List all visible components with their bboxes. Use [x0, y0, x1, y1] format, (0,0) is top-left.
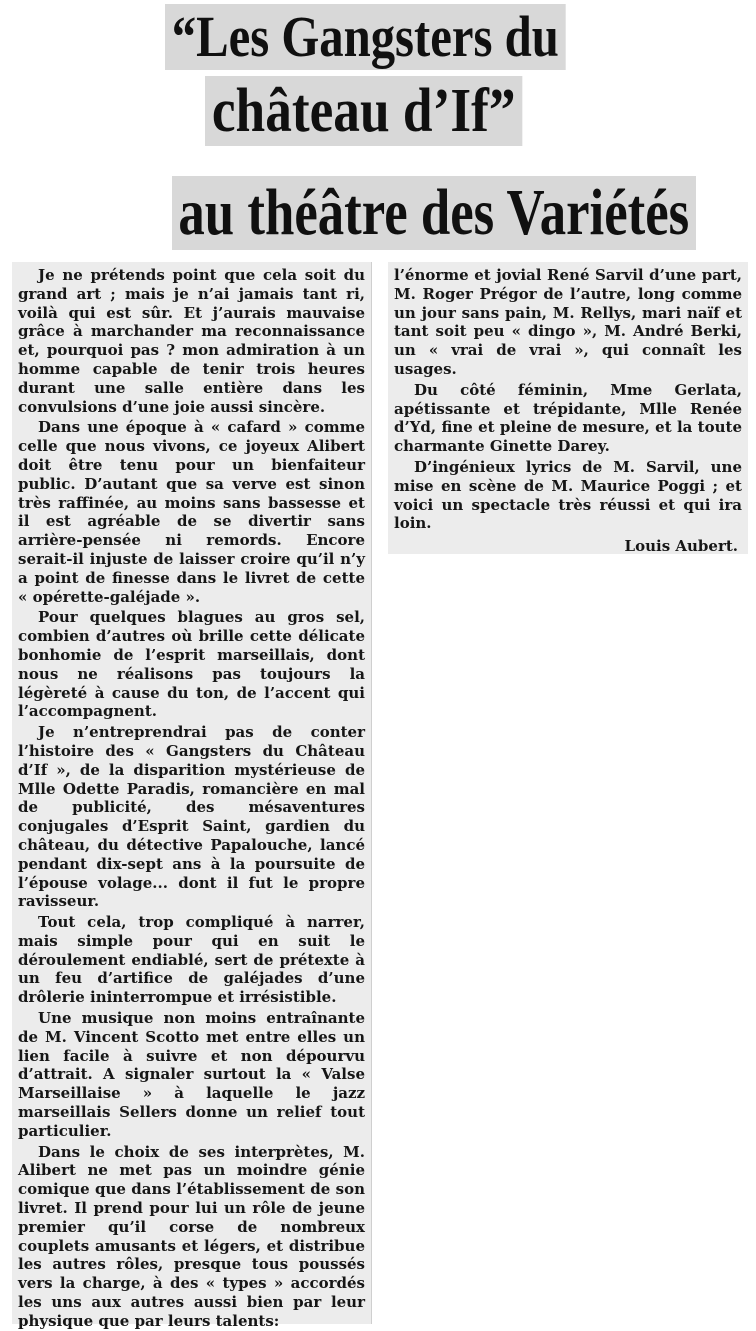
author-signature: Louis Aubert.	[624, 537, 738, 556]
headline-line-2: château d’If”	[205, 76, 522, 146]
paragraph: Une musique non moins entraînante de M. Vincent Scotto met entre elles un lien facile à suivre et non dépourvu d’attrait. A signaler surtout la « Valse Marseillaise » à laquelle le jazz marseillais Sellers donne un relief tout particulier.	[18, 1009, 365, 1140]
article-column-right	[388, 262, 748, 554]
headline-line-3: au théâtre des Variétés	[172, 176, 696, 250]
paragraph: D’ingénieux lyrics de M. Sarvil, une mise en scène de M. Maurice Poggi ; et voici un spectacle très réussi et qui ira loin.	[394, 457, 742, 533]
paragraph: Je n’entreprendrai pas de conter l’histoire des « Gangsters du Château d’If », de la disparition mystérieuse de Mlle Odette Paradis, romancière en mal de publicité, des mésaventures conjugales d’Esprit Saint, gardien du château, du détective Papalouche, lancé pendant dix-sept ans à la poursuite de l’épouse volage... dont il fut le propre ravisseur.	[18, 723, 365, 911]
headline-line-1: “Les Gangsters du	[165, 4, 566, 70]
paragraph: Dans le choix de ses interprètes, M. Alibert ne met pas un moindre génie comique que dans l’établissement de son livret. Il prend pour lui un rôle de jeune premier qu’il corse de nombreux couplets amusants et légers, et distribue les autres rôles, presque tous poussés vers la charge, à des « types » accordés les uns aux autres aussi bien par leur physique que par leurs talents:	[18, 1142, 365, 1330]
paragraph: Dans une époque à « cafard » comme celle que nous vivons, ce joyeux Alibert doit être tenu pour un bienfaiteur public. D’autant que sa verve est sinon très raffinée, au moins sans bassesse et il est agréable de se divertir sans arrière-pensée ni remords. Encore serait-il injuste de laisser croire qu’il n’y a point de finesse dans le livret de cette « opérette-galéjade ».	[18, 418, 365, 606]
paragraph: Du côté féminin, Mme Gerlata, apétissante et trépidante, Mlle Renée d’Yd, fine et pleine de mesure, et la toute charmante Ginette Darey.	[394, 380, 742, 456]
paragraph: l’énorme et jovial René Sarvil d’une part, M. Roger Prégor de l’autre, long comme un jour sans pain, M. Rellys, mari naïf et tant soit peu « dingo », M. André Berki, un « vrai de vrai », qui connaît les usages.	[394, 266, 742, 378]
paragraph: Tout cela, trop compliqué à narrer, mais simple pour qui en suit le déroulement endiablé, sert de prétexte à un feu d’artifice de galéjades d’une drôlerie ininterrompue et irrésistible.	[18, 913, 365, 1007]
paragraph: Je ne prétends point que cela soit du grand art ; mais je n’ai jamais tant ri, voilà qui est sûr. Et j’aurais mauvaise grâce à marchander ma reconnaissance et, pourquoi pas ? mon admiration à un homme capable de tenir trois heures durant une salle entière dans les convulsions d’une joie aussi sincère.	[18, 266, 365, 416]
article-column-left	[12, 262, 372, 1330]
paragraph: Pour quelques blagues au gros sel, combien d’autres où brille cette délicate bonhomie de l’esprit marseillais, dont nous ne réalisons pas toujours la légèreté à cause du ton, de l’accent qui l’accompagnent.	[18, 608, 365, 721]
